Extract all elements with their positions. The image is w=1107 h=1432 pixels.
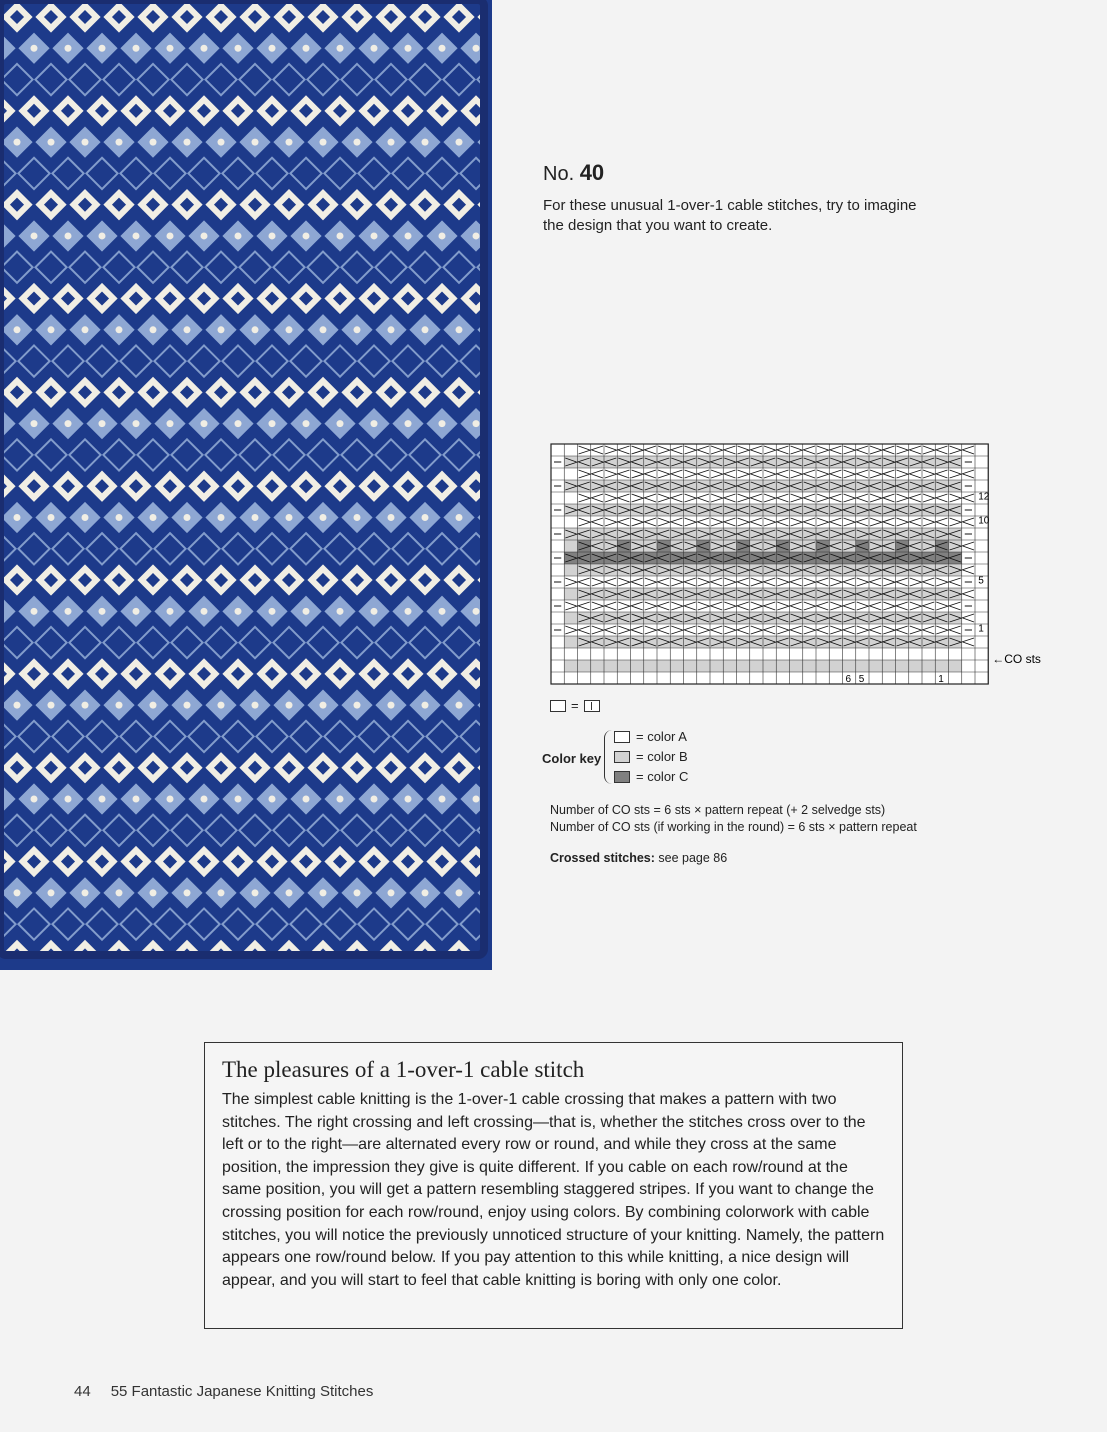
color-key-item-b: = color B: [614, 749, 688, 764]
page-footer: [74, 1383, 373, 1400]
knit-stitch-icon: [584, 700, 600, 712]
chart-row-label: 12: [978, 491, 990, 503]
pattern-number: No. 40: [543, 160, 605, 185]
book-title: 55 Fantastic Japanese Knitting Stitches: [110, 1383, 374, 1400]
color-key-item-c: = color C: [614, 769, 688, 784]
sidebar-title: The pleasures of a 1-over-1 cable stitch: [222, 1057, 585, 1082]
chart-stitch-label: 6: [845, 674, 852, 685]
color-b-swatch: [614, 751, 630, 763]
chart-stitch-label: 1: [938, 674, 944, 685]
pattern-intro: For these unusual 1-over-1 cable stitches, try to imagine the design that you want to create.: [543, 197, 917, 234]
chart-row-label: 5: [978, 575, 984, 587]
cast-on-notes: [550, 802, 917, 836]
cast-on-note-flat: Number of CO sts = 6 sts × pattern repeat (+ 2 selvedge sts): [550, 803, 886, 817]
cast-on-note-round: Number of CO sts (if working in the round) = 6 sts × pattern repeat: [550, 820, 917, 834]
cast-on-arrow-label: ←CO sts: [992, 652, 1041, 666]
knit-swatch-photo: [0, 0, 492, 970]
brace-icon: [604, 730, 613, 784]
color-a-swatch: [614, 731, 630, 743]
chart-row-label: 10: [978, 515, 990, 527]
blank-square-icon: [550, 700, 566, 712]
chart-row-label: 1: [978, 623, 984, 635]
crossed-stitches-note: Crossed stitches: see page 86: [550, 851, 728, 865]
sidebar-box: [204, 1042, 903, 1329]
page-number: 44: [74, 1383, 91, 1400]
color-key-item-a: = color A: [614, 729, 687, 744]
chart-stitch-label: 5: [858, 674, 865, 685]
sidebar-body: The simplest cable knitting is the 1-over-1 cable crossing that makes a pattern with two stitches. The right crossing and left crossing—that is, whether the stitches cross over to the left or to the right—are alternated every row or round, and while they cross at the same position, the impression they give is quite different. If you cable on each row/round at the same position, you will get a pattern resembling staggered stripes. If you want to change the crossing position for each row/round, enjoy using colors. By combining colorwork with cable stitches, you will notice the previously unnoticed structure of your knitting. Namely, the pattern appears one row/round below. If you pay attention to this while knitting, a nice design will appear, and you will start to feel that cable knitting is boring with only one color.: [222, 1091, 885, 1289]
knitting-chart: [549, 442, 1049, 687]
symbol-legend: =: [550, 698, 600, 713]
color-key-label: Color key: [542, 751, 602, 766]
color-c-swatch: [614, 771, 630, 783]
